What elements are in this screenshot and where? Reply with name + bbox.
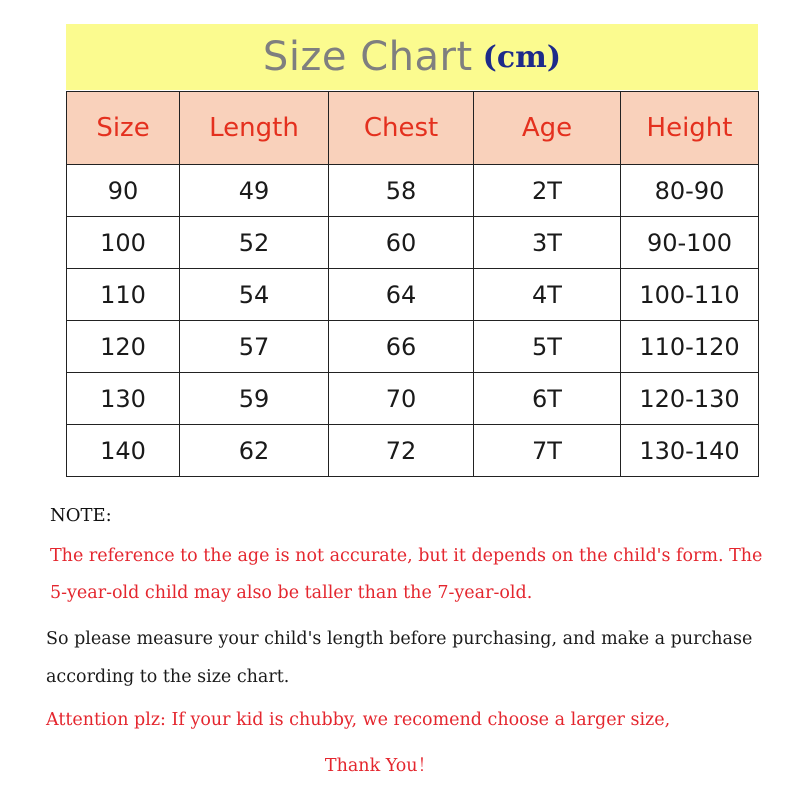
cell-chest: 58 bbox=[329, 165, 474, 217]
note-label: NOTE: bbox=[50, 505, 112, 526]
table-row bbox=[67, 165, 759, 217]
thank-you-note: Thank You！ bbox=[324, 756, 436, 776]
cell-chest: 72 bbox=[329, 425, 474, 477]
table-row bbox=[67, 269, 759, 321]
cell-height: 80-90 bbox=[621, 165, 759, 217]
cell-length: 57 bbox=[180, 321, 329, 373]
cell-age: 3T bbox=[474, 217, 621, 269]
cell-age: 7T bbox=[474, 425, 621, 477]
cell-size: 90 bbox=[67, 165, 180, 217]
title-unit: (cm) bbox=[482, 39, 562, 75]
cell-length: 54 bbox=[180, 269, 329, 321]
cell-size: 100 bbox=[67, 217, 180, 269]
header-age: Age bbox=[474, 92, 621, 165]
table-row bbox=[67, 425, 759, 477]
page-title: Size Chart bbox=[262, 34, 473, 80]
cell-length: 52 bbox=[180, 217, 329, 269]
cell-chest: 60 bbox=[329, 217, 474, 269]
cell-height: 90-100 bbox=[621, 217, 759, 269]
cell-chest: 64 bbox=[329, 269, 474, 321]
measure-instruction-note: So please measure your child's length before purchasing, and make a purchase according to the size chart. bbox=[46, 629, 753, 687]
cell-length: 62 bbox=[180, 425, 329, 477]
cell-age: 4T bbox=[474, 269, 621, 321]
age-disclaimer-note: The reference to the age is not accurate, but it depends on the child's form. The 5-year-old child may also be taller than the 7-year-old. bbox=[50, 546, 763, 603]
header-chest: Chest bbox=[329, 92, 474, 165]
cell-size: 110 bbox=[67, 269, 180, 321]
header-length: Length bbox=[180, 92, 329, 165]
cell-height: 130-140 bbox=[621, 425, 759, 477]
attention-note: Attention plz: If your kid is chubby, we recomend choose a larger size, bbox=[46, 710, 671, 730]
cell-chest: 70 bbox=[329, 373, 474, 425]
cell-age: 2T bbox=[474, 165, 621, 217]
cell-height: 110-120 bbox=[621, 321, 759, 373]
header-size: Size bbox=[67, 92, 180, 165]
size-chart-table bbox=[66, 91, 759, 477]
cell-height: 120-130 bbox=[621, 373, 759, 425]
table-row bbox=[67, 321, 759, 373]
cell-height: 100-110 bbox=[621, 269, 759, 321]
cell-chest: 66 bbox=[329, 321, 474, 373]
cell-size: 140 bbox=[67, 425, 180, 477]
cell-age: 6T bbox=[474, 373, 621, 425]
title-banner bbox=[66, 24, 758, 90]
table-row bbox=[67, 373, 759, 425]
cell-length: 49 bbox=[180, 165, 329, 217]
cell-length: 59 bbox=[180, 373, 329, 425]
cell-age: 5T bbox=[474, 321, 621, 373]
header-height: Height bbox=[621, 92, 759, 165]
cell-size: 120 bbox=[67, 321, 180, 373]
cell-size: 130 bbox=[67, 373, 180, 425]
table-header-row bbox=[67, 92, 759, 165]
table-row bbox=[67, 217, 759, 269]
